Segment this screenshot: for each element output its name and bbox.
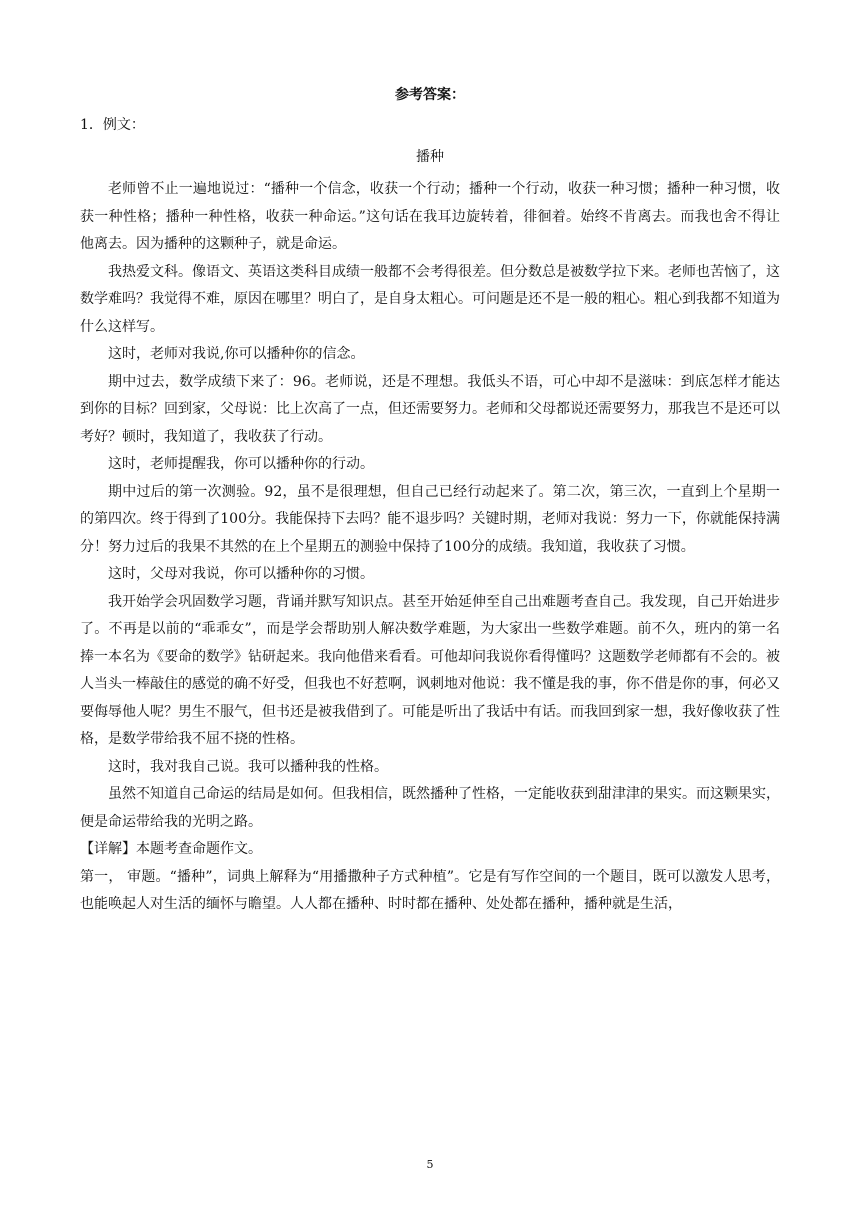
- essay-paragraph: 这时，老师提醒我，你可以播种你的行动。: [108, 456, 374, 472]
- essay-paragraph: 我热爱文科。像语文、英语这类科目成绩一般都不会考得很差。但分数总是被数学拉下来。老师也苦恼了，这数学难吗？我觉得不难，原因在哪里？明白了，是自身太粗心。可问题是还不是一般的粗心。粗心到我都不知道为什么这样写。: [80, 263, 780, 335]
- question-number: 1．例文：: [80, 117, 145, 133]
- answer-heading: 参考答案：: [395, 87, 465, 103]
- essay-paragraph: 期中过去，数学成绩下来了：96。老师说，还是不理想。我低头不语，可心中却不是滋味：到底怎样才能达到你的目标？回到家，父母说：比上次高了一点，但还需要努力。老师和父母都说还需要努力，那我岂不是还可以考好？顿时，我知道了，我收获了行动。: [80, 373, 780, 445]
- essay-paragraph: 这时，老师对我说,你可以播种你的信念。: [108, 346, 365, 362]
- essay-title: 播种: [416, 149, 444, 165]
- essay-paragraph: 这时，我对我自己说。我可以播种我的性格。: [108, 758, 388, 775]
- page-number: 5: [426, 1158, 434, 1171]
- essay-paragraph: 老师曾不止一遍地说过：“播种一个信念，收获一个行动；播种一个行动，收获一种习惯；播种一种习惯，收获一种性格；播种一种性格，收获一种命运。”这句话在我耳边旋转着，徘徊着。始终不肯离去。而我也舍不得让他离去。因为播种的这颗种子，就是命运。: [80, 181, 780, 252]
- analysis-label: 【详解】本题考查命题作文。: [80, 841, 262, 857]
- essay-paragraph: 虽然不知道自己命运的结局是如何。但我相信，既然播种了性格，一定能收获到甜津津的果实。而这颗果实，便是命运带给我的光明之路。: [80, 786, 780, 830]
- essay-paragraph: 期中过后的第一次测验。92，虽不是很理想，但自己已经行动起来了。第二次，第三次，一直到上个星期一的第四次。终于得到了100分。我能保持下去吗？能不退步吗？关键时期，老师对我说：努力一下，你就能保持满分！努力过后的我果不其然的在上个星期五的测验中保持了100分的成绩。我知道，我收获了习惯。: [80, 483, 780, 555]
- analysis-paragraph: 第一， 审题。“播种”，词典上解释为“用播撒种子方式种植”。它是有写作空间的一个题目，既可以激发人思考，也能唤起人对生活的缅怀与瞻望。人人都在播种、时时都在播种、处处都在播种，播种就是生活，: [80, 868, 780, 912]
- essay-body: [80, 176, 780, 919]
- essay-paragraph: 这时，父母对我说，你可以播种你的习惯。: [108, 566, 374, 582]
- document-page: [80, 0, 780, 1216]
- essay-paragraph: 我开始学会巩固数学习题，背诵并默写知识点。甚至开始延伸至自己出难题考查自己。我发现，自己开始进步了。不再是以前的“乖乖女”，而是学会帮助别人解决数学难题，为大家出一些数学难题。前不久，班内的第一名捧一本名为《要命的数学》钻研起来。我向他借来看看。可他却问我说你看得懂吗？这题数学老师都有不会的。被人当头一棒敲住的感觉的确不好受，但我也不好惹啊，讽刺地对他说：我不懂是我的事，你不借是你的事，何必又要侮辱他人呢？男生不服气，但书还是被我借到了。可能是听出了我话中有话。而我回到家一想，我好像收获了性格，是数学带给我不屈不挠的性格。: [80, 593, 780, 747]
